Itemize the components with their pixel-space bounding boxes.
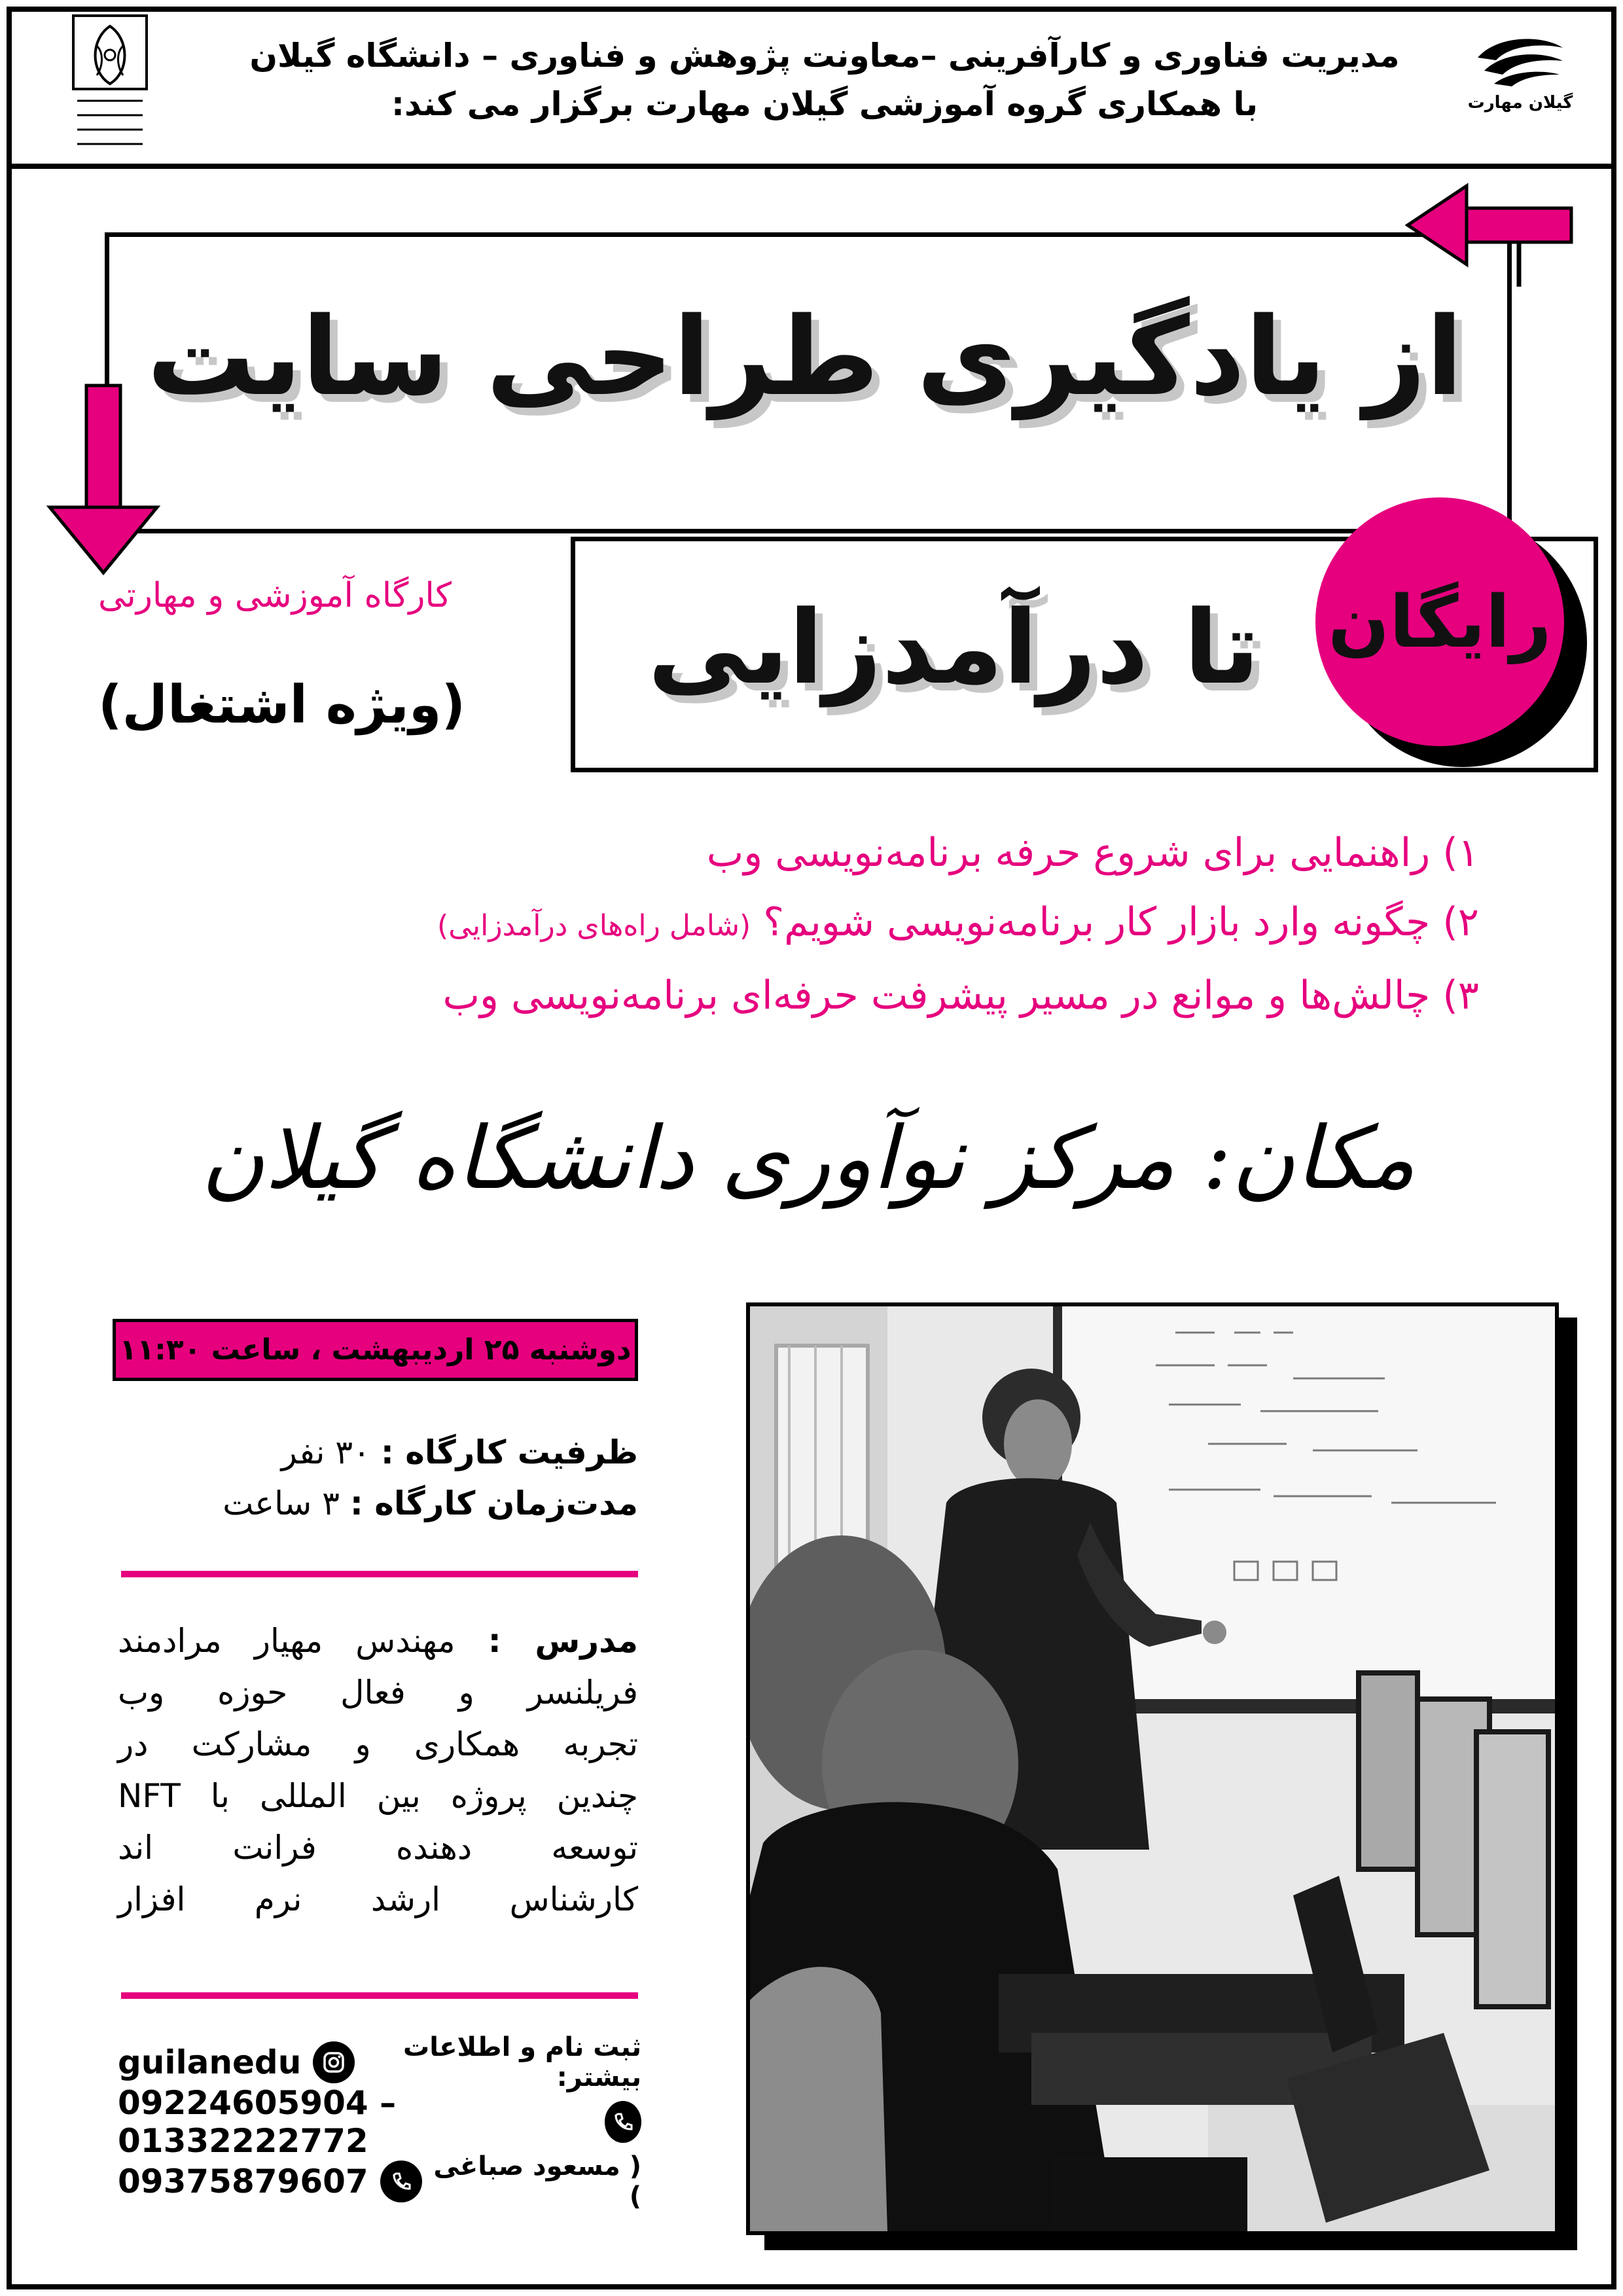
brand-label: گیلان مهارت	[1467, 93, 1573, 113]
workshop-sub: (ویژه اشتغال)	[98, 674, 466, 735]
brand-logo-icon	[1471, 31, 1569, 90]
instructor-line: چندین پروژه بین المللی با NFT	[118, 1777, 638, 1815]
contact-block	[118, 2032, 641, 2221]
arrow-down-icon	[46, 383, 164, 579]
header-divider	[7, 164, 1616, 169]
university-logo	[71, 13, 154, 157]
headline-subtitle: تا درآمدزایی	[647, 588, 1260, 707]
register-label: ثبت نام و اطلاعات بیشتر:	[403, 2032, 641, 2092]
header-line-2: با همکاری گروه آموزشی گیلان مهارت برگزار می کند:	[391, 85, 1258, 123]
brand-logo	[1465, 31, 1576, 130]
instagram-row	[118, 2032, 641, 2092]
topic-item	[144, 961, 1479, 1030]
capacity-line	[118, 1427, 638, 1478]
topic-item	[144, 818, 1479, 888]
divider	[121, 1571, 638, 1577]
divider	[121, 1992, 638, 1999]
instructor-line: فریلنسر و فعال حوزه وب	[118, 1674, 638, 1712]
workshop-photo	[746, 1302, 1559, 2235]
free-badge: رایگان	[1315, 497, 1564, 746]
phone-row	[118, 2084, 641, 2160]
topic-text: ۱) راهنمایی برای شروع حرفه برنامه‌نویسی وب	[706, 830, 1479, 876]
instructor-label: مدرس :	[488, 1622, 638, 1660]
duration-value: ۳ ساعت	[223, 1484, 340, 1522]
topic-item	[144, 888, 1479, 961]
date-time-bar: دوشنبه ۲۵ اردیبهشت ، ساعت ۱۱:۳۰	[113, 1319, 638, 1381]
instructor-name: مهندس مهیار مرادمند	[118, 1622, 455, 1660]
instructor-block	[118, 1615, 638, 1926]
headline-title: از یادگیری طراحی سایت	[147, 294, 1463, 420]
instructor-line: کارشناس ارشد نرم افزار	[118, 1880, 638, 1918]
duration-label: مدت‌زمان کارگاه :	[349, 1484, 638, 1522]
instructor-line: توسعه دهنده فرانت اند	[118, 1829, 638, 1867]
phone-numbers[interactable]: 09224605904 – 01332222772	[118, 2084, 397, 2160]
topic-text: ۲) چگونه وارد بازار کار برنامه‌نویسی شویم؟	[763, 899, 1479, 945]
location: مکان: مرکز نوآوری دانشگاه گیلان	[201, 1108, 1416, 1209]
header-line-1: مدیریت فناوری و کارآفرینی –معاونت پژوهش و فناوری – دانشگاه گیلان	[249, 37, 1400, 75]
capacity-block	[118, 1427, 638, 1529]
capacity-value: ۳۰ نفر	[281, 1433, 370, 1471]
instagram-handle[interactable]: guilanedu	[118, 2043, 302, 2081]
phone-icon	[605, 2101, 641, 2143]
instructor-line: تجربه همکاری و مشارکت در	[118, 1725, 638, 1763]
phone-row-2	[118, 2151, 641, 2212]
instructor-name-line	[118, 1615, 638, 1667]
topics-list	[144, 818, 1479, 1030]
capacity-label: ظرفیت کارگاه :	[380, 1433, 638, 1471]
arrow-left-icon	[1404, 182, 1574, 287]
contact-person: ( مسعود صباغی )	[433, 2151, 641, 2212]
phone-number-2[interactable]: 09375879607	[118, 2162, 368, 2200]
topic-text: ۳) چالش‌ها و موانع در مسیر پیشرفت حرفه‌ای برنامه‌نویسی وب	[442, 973, 1479, 1018]
instagram-icon	[313, 2041, 355, 2083]
duration-line	[118, 1478, 638, 1529]
header-text	[249, 31, 1400, 128]
workshop-label: کارگاه آموزشی و مهارتی	[98, 576, 452, 615]
phone-icon	[380, 2161, 422, 2202]
topic-note: (شامل راه‌های درآمدزایی)	[437, 909, 751, 942]
